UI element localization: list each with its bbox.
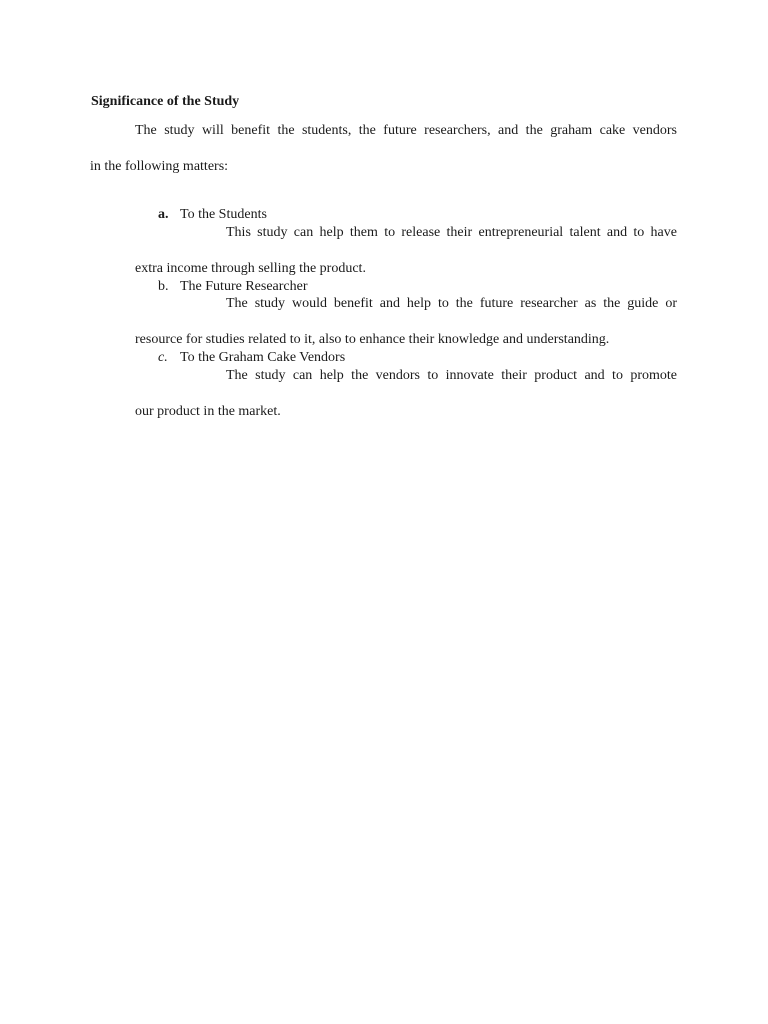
- list-item-body-line-1: The study would benefit and help to the future researcher as the guide or: [226, 296, 677, 311]
- list-item-body-line-2: resource for studies related to it, also to enhance their knowledge and understanding.: [135, 332, 610, 347]
- section-heading: Significance of the Study: [91, 94, 240, 109]
- intro-paragraph-line-2: in the following matters:: [90, 159, 229, 174]
- list-marker: a.: [158, 207, 169, 222]
- list-item-title: To the Students: [180, 207, 267, 222]
- list-item-body-line-1: The study can help the vendors to innovate their product and to promote: [226, 368, 677, 383]
- list-item-body-line-1: This study can help them to release their entrepreneurial talent and to have: [226, 225, 677, 240]
- list-item-body-line-2: extra income through selling the product.: [135, 261, 366, 276]
- list-item-body-line-2: our product in the market.: [135, 404, 281, 419]
- intro-paragraph-line-1: The study will benefit the students, the future researchers, and the graham cake vendors: [135, 123, 677, 138]
- list-marker: c.: [158, 350, 168, 365]
- list-item-title: The Future Researcher: [180, 279, 308, 294]
- list-item-title: To the Graham Cake Vendors: [180, 350, 346, 365]
- list-marker: b.: [158, 279, 169, 294]
